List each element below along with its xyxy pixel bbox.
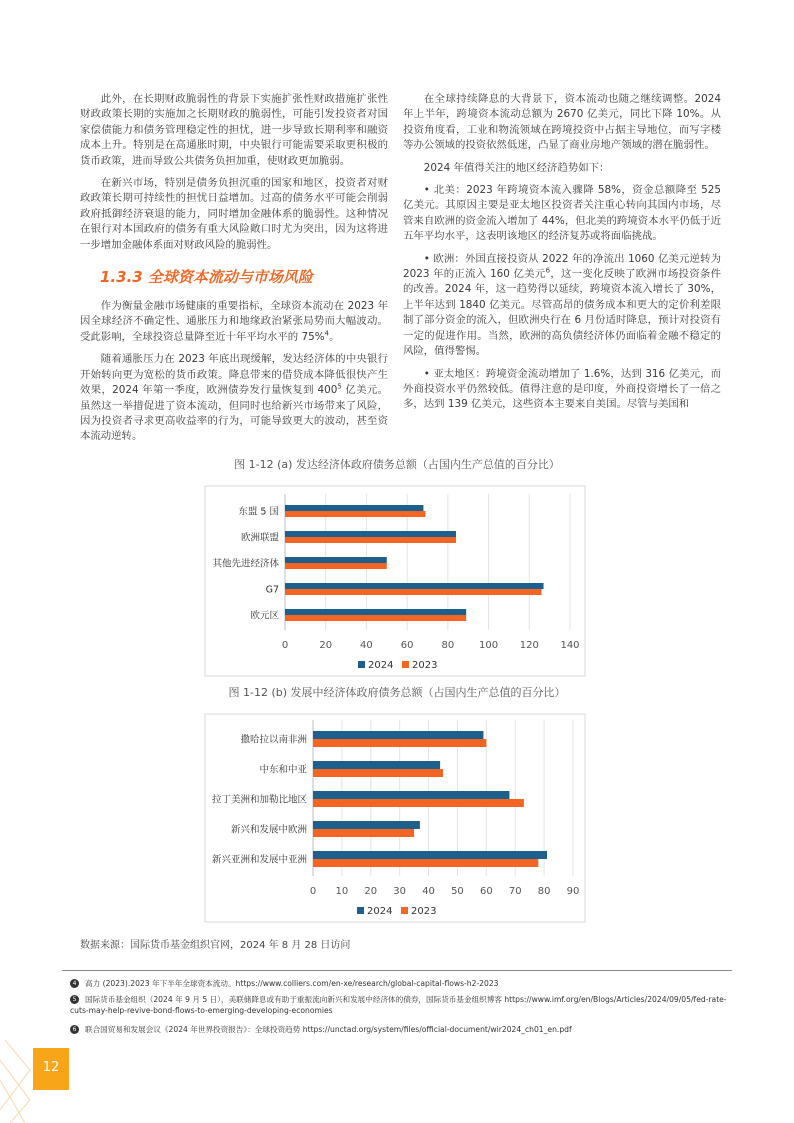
paragraph: 此外，在长期财政脆弱性的背景下实施扩张性财政措施扩张性财政政策长期的实施加之长期财政的脆弱性，可能引发投资者对国家偿债能力和债务管理稳定性的担忧，进一步导致长期利率和融资成本上升。特别是在高通胀时期，中央银行可能需要采取更积极的货币政策，进而导致公共债务负担加重，使财政更加脆弱。 [80,93,388,167]
tick-label: 80 [537,886,551,897]
bar-2024 [285,505,423,511]
tick-label: 10 [335,886,349,897]
footnote-marker: 6 [70,1025,79,1034]
footnote [70,978,730,989]
tick-label: 80 [441,640,455,651]
category-label: 东盟 5 国 [238,506,279,518]
legend-swatch [358,661,365,668]
chart-a [0,480,794,680]
category-label: 新兴和发展中欧洲 [230,824,307,836]
bar-2023 [285,615,466,621]
legend-label: 2023 [412,660,438,671]
section-title: 1.3.3 全球资本流动与市场风险 [100,268,313,287]
footnote-text[interactable]: 高力 (2023).2023 年下半年全球资本流动。https://www.colliers.com/en-xe/research/global-capital-flows-h2-2023 [85,979,499,988]
bar-2024 [285,531,456,537]
paragraph [80,299,388,345]
legend-label: 2024 [368,660,394,671]
paragraph [80,352,388,444]
tick-label: 90 [566,886,580,897]
category-label: 欧洲联盟 [240,532,279,544]
bar-2023 [313,739,486,747]
paragraph: 2024 年值得关注的地区经济趋势如下： [423,161,610,174]
legend-label: 2024 [367,906,393,917]
category-label: 拉丁美洲和加勒比地区 [211,794,307,806]
bar-2023 [285,511,425,517]
legend-label: 2023 [411,906,437,917]
legend-swatch [357,907,364,914]
category-label: 撒哈拉以南非洲 [240,734,307,746]
paragraph-text: • 欧洲：外国直接投资从 2022 年的净流出 1060 亿美元逆转为 2023 年的正流入 160 亿美元 [403,252,721,281]
chart-b-title: 图 1-12 (b) 发展中经济体政府债务总额（占国内生产总值的百分比） [228,686,566,699]
category-label: 其他先进经济体 [212,558,279,570]
footnote-ref[interactable]: 6 [545,266,551,275]
legend-swatch [402,661,409,668]
footnote-marker: 5 [70,995,79,1004]
tick-label: 70 [508,886,522,897]
paragraph-text: ，这一变化反映了欧洲市场投资条件的改善。2024 年，这一趋势得以延续，跨境资本流入增长了 30%，上半年达到 1840 亿美元。尽管高昂的债务成本和更大的定价利差限制了部分资金的流入，但欧洲央行在 6 月份适时降息，预计对投资有一定的促进作用。当然，欧洲的高负债经济体仍面临着金融不稳定的风险，值得警惕。 [403,268,722,358]
bullet-europe [403,252,721,360]
bar-2023 [313,859,538,867]
bar-2024 [313,791,509,799]
bullet-asia-pacific: • 亚太地区：跨境资金流动增加了 1.6%，达到 316 亿美元，而外商投资水平仍然较低。值得注意的是印度，外商投资增长了一倍之多，达到 139 亿美元，这些资本主要来自美国。尽管与美国和 [403,367,721,411]
tick-label: 30 [393,886,407,897]
bullet-north-america: • 北美：2023 年跨境资本流入骤降 58%，资金总额降至 525 亿美元。其原因主要是亚太地区投资者关注重心转向其国内市场，尽管来自欧洲的资金流入增加了 44%，但北美的跨境资本水平仍低于近五年平均水平，这表明该地区的经济复苏或将面临挑战。 [403,184,721,243]
footnote [70,1024,730,1035]
chart-b [0,708,794,926]
bar-2024 [313,761,440,769]
footnote-ref[interactable]: 5 [337,382,342,391]
footnote-ref[interactable]: 4 [324,329,330,338]
footnote-text[interactable]: 国际货币基金组织（2024 年 9 月 5 日），美联储降息或有助于重振流向新兴和发展中经济体的债券，国际货币基金组织博客 https://www.imf.org/en/Blogs/Articles/2024/09/05/fed-rate-cuts-may-help-revive-bond-flows-to-emerging-developing-economies [70,995,727,1015]
tick-label: 20 [319,640,333,651]
bar-2024 [313,821,420,829]
decorative-line [0,1080,25,1123]
decorative-line [0,1040,30,1110]
bar-2024 [285,609,466,615]
paragraph: 在新兴市场，特别是债务负担沉重的国家和地区，投资者对财政政策长期可持续性的担忧日益增加。过高的债务水平可能会削弱政府抵御经济衰退的能力，同时增加金融体系的脆弱性。这种情况在银行对本国政府的债务有重大风险敞口时尤为突出，因为这将进一步增加金融体系面对财政风险的脆弱性。 [80,177,388,251]
bar-2024 [285,557,387,563]
footnote-text[interactable]: 联合国贸易和发展会议《2024 年世界投资报告》：全球投资趋势 https://unctad.org/system/files/official-document/wir2024_ch01_en.pdf [85,1025,572,1034]
tick-label: 0 [309,886,317,897]
tick-label: 20 [364,886,378,897]
category-label: G7 [265,584,279,596]
category-label: 新兴亚洲和发展中亚洲 [211,854,307,866]
tick-label: 60 [400,640,414,651]
paragraph-text: 亿美元。虽然这一举措促进了资本流动，但同时也给新兴市场带来了风险，因为投资者寻求更高收益率的行为，可能导致更大的波动，甚至资本流动逆转。 [80,384,388,443]
page-number: 12 [42,1060,60,1075]
category-label: 中东和中亚 [259,764,307,776]
bar-2024 [313,851,547,859]
tick-label: 0 [281,640,289,651]
tick-label: 100 [479,640,499,651]
tick-label: 140 [560,640,580,651]
chart-a-title: 图 1-12 (a) 发达经济体政府债务总额（占国内生产总值的百分比） [234,458,560,471]
footnote-divider [62,970,732,971]
paragraph: 在全球持续降息的大背景下，资本流动也随之继续调整。2024 年上半年，跨境资本流动总额为 2670 亿美元，同比下降 10%。从投资角度看，工业和物流领域在跨境投资中占据主导地位，而写字楼等办公领域的投资依然低迷，凸显了商业房地产领域的潜在脆弱性。 [403,93,721,152]
paragraph-text: 随着通胀压力在 2023 年底出现缓解，发达经济体的中央银行开始转向更为宽松的货币政策。降息带来的借贷成本降低很快产生效果，2024 年第一季度，欧洲债券发行量恢复到 400 [80,353,388,397]
bar-2023 [285,563,387,569]
right-column [403,92,721,420]
data-source: 数据来源：国际货币基金组织官网，2024 年 8 月 28 日访问 [80,940,351,951]
tick-label: 50 [451,886,464,897]
tick-label: 120 [519,640,539,651]
bar-2023 [313,799,524,807]
tick-label: 60 [479,886,493,897]
tick-label: 40 [360,640,373,651]
tick-label: 40 [422,886,435,897]
paragraph-text: 作为衡量金融市场健康的重要指标，全球资本流动在 2023 年因全球经济不确定性、通胀压力和地缘政治紧张局势而大幅波动。受此影响，全球投资总量降至近十年平均水平的 75% [80,300,388,343]
bar-2023 [285,589,542,595]
bar-2023 [313,769,443,777]
legend-swatch [401,907,408,914]
category-label: 欧元区 [250,610,279,622]
page-number-box [33,1048,69,1090]
footnote [70,994,730,1016]
paragraph-text: 。 [329,330,340,343]
bar-2023 [313,829,414,837]
footnote-marker: 4 [70,979,79,988]
bar-2024 [313,731,483,739]
left-column [80,92,388,452]
bar-2023 [285,537,456,543]
decorative-line [0,1060,30,1123]
bar-2024 [285,583,544,589]
